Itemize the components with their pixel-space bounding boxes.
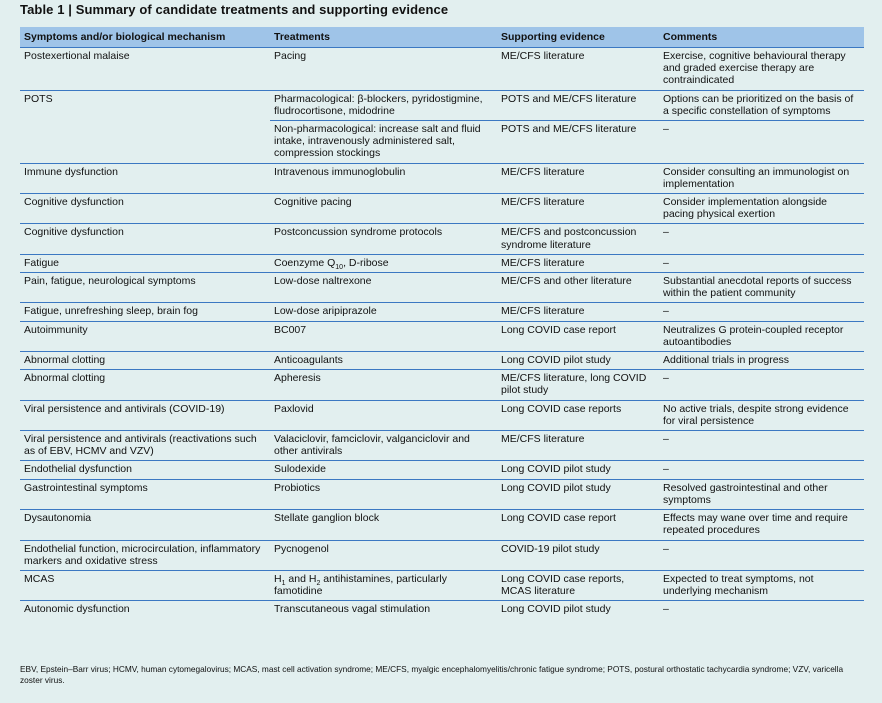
header-symptoms: Symptoms and/or biological mechanism: [20, 27, 270, 48]
subscript: 10: [335, 263, 344, 271]
comment-cell: –: [659, 303, 864, 321]
table-footnote: EBV, Epstein–Barr virus; HCMV, human cytomegalovirus; MCAS, mast cell activation syndrome; ME/CFS, myalgic encephalomyelitis/chronic fatigue syndrome; POTS, postural orthostatic tachycardia syndrome; VZV, varicella zoster virus.: [20, 664, 844, 685]
header-comments: Comments: [659, 27, 864, 48]
table-row: [20, 273, 864, 303]
treatment-cell: Pharmacological: β-blockers, pyridostigmine, fludrocortisone, midodrine: [270, 90, 497, 120]
treatment-text: , D-ribose: [343, 256, 389, 269]
evidence-cell: POTS and ME/CFS literature: [497, 121, 659, 164]
treatment-text: Coenzyme Q: [274, 256, 336, 269]
table-row: [20, 321, 864, 351]
table-row: [20, 163, 864, 193]
symptom-cell: Gastrointestinal symptoms: [20, 479, 270, 509]
evidence-cell: Long COVID pilot study: [497, 479, 659, 509]
symptom-cell: Viral persistence and antivirals (COVID-19): [20, 400, 270, 430]
treatment-cell: Apheresis: [270, 370, 497, 400]
comment-cell: Consider implementation alongside pacing physical exertion: [659, 194, 864, 224]
evidence-cell: Long COVID case reports: [497, 400, 659, 430]
table-row: [20, 570, 864, 600]
symptom-cell: Immune dysfunction: [20, 163, 270, 193]
table-row: [20, 370, 864, 400]
comment-cell: Resolved gastrointestinal and other symptoms: [659, 479, 864, 509]
treatment-cell: [270, 570, 497, 600]
treatment-text: and H: [285, 572, 317, 585]
comment-cell: –: [659, 370, 864, 400]
evidence-cell: Long COVID case reports, MCAS literature: [497, 570, 659, 600]
subscript: 1: [281, 580, 286, 587]
table-row: [20, 90, 864, 120]
comment-cell: Options can be prioritized on the basis of a specific constellation of symptoms: [659, 90, 864, 120]
evidence-cell: ME/CFS literature: [497, 303, 659, 321]
subscript: 2: [316, 580, 321, 587]
treatment-cell: Pacing: [270, 48, 497, 91]
comment-cell: Additional trials in progress: [659, 352, 864, 370]
evidence-cell: ME/CFS literature: [497, 48, 659, 91]
symptom-cell: Viral persistence and antivirals (reactivations such as of EBV, HCMV and VZV): [20, 431, 270, 461]
symptom-cell: Postexertional malaise: [20, 48, 270, 91]
treatment-cell: Postconcussion syndrome protocols: [270, 224, 497, 254]
table-row: [20, 224, 864, 254]
comment-cell: No active trials, despite strong evidence for viral persistence: [659, 400, 864, 430]
comment-cell: Consider consulting an immunologist on implementation: [659, 163, 864, 193]
comment-cell: –: [659, 254, 864, 272]
treatment-text: H: [274, 572, 282, 585]
treatment-cell: Transcutaneous vagal stimulation: [270, 601, 497, 619]
header-evidence: Supporting evidence: [497, 27, 659, 48]
treatment-cell: Paxlovid: [270, 400, 497, 430]
comment-cell: Effects may wane over time and require repeated procedures: [659, 510, 864, 540]
symptom-cell: Fatigue, unrefreshing sleep, brain fog: [20, 303, 270, 321]
evidence-cell: ME/CFS literature: [497, 194, 659, 224]
table-row: [20, 431, 864, 461]
table-row: [20, 400, 864, 430]
symptom-cell: Cognitive dysfunction: [20, 194, 270, 224]
table-row: [20, 479, 864, 509]
evidence-cell: ME/CFS and other literature: [497, 273, 659, 303]
symptom-cell: MCAS: [20, 570, 270, 600]
table-row: [20, 352, 864, 370]
table-title: Table 1 | Summary of candidate treatments and supporting evidence: [20, 2, 449, 17]
treatment-cell: Pycnogenol: [270, 540, 497, 570]
evidence-cell: ME/CFS literature: [497, 163, 659, 193]
symptom-cell: Abnormal clotting: [20, 352, 270, 370]
table-row: [20, 461, 864, 479]
symptom-cell: Autoimmunity: [20, 321, 270, 351]
table-row: [20, 48, 864, 91]
treatment-cell: Non-pharmacological: increase salt and fluid intake, intravenously administered salt, compression stockings: [270, 121, 497, 164]
evidence-cell: Long COVID pilot study: [497, 601, 659, 619]
symptom-cell: POTS: [20, 90, 270, 163]
treatment-cell: Low-dose aripiprazole: [270, 303, 497, 321]
table-row: [20, 510, 864, 540]
header-treatments: Treatments: [270, 27, 497, 48]
symptom-cell: Abnormal clotting: [20, 370, 270, 400]
comment-cell: –: [659, 121, 864, 164]
evidence-cell: ME/CFS literature, long COVID pilot study: [497, 370, 659, 400]
comment-cell: –: [659, 601, 864, 619]
evidence-cell: COVID-19 pilot study: [497, 540, 659, 570]
treatment-cell: Stellate ganglion block: [270, 510, 497, 540]
comment-cell: Neutralizes G protein-coupled receptor autoantibodies: [659, 321, 864, 351]
treatment-cell: [270, 254, 497, 272]
comment-cell: –: [659, 431, 864, 461]
table-row: [20, 303, 864, 321]
treatment-cell: Anticoagulants: [270, 352, 497, 370]
symptom-cell: Cognitive dysfunction: [20, 224, 270, 254]
table-header-row: [20, 27, 864, 48]
treatment-cell: Probiotics: [270, 479, 497, 509]
symptom-cell: Dysautonomia: [20, 510, 270, 540]
treatment-cell: Valaciclovir, famciclovir, valganciclovir and other antivirals: [270, 431, 497, 461]
treatment-cell: Intravenous immunoglobulin: [270, 163, 497, 193]
comment-cell: Substantial anecdotal reports of success within the patient community: [659, 273, 864, 303]
symptom-cell: Endothelial function, microcirculation, inflammatory markers and oxidative stress: [20, 540, 270, 570]
evidence-cell: Long COVID case report: [497, 510, 659, 540]
evidence-cell: Long COVID pilot study: [497, 352, 659, 370]
table-row: [20, 540, 864, 570]
treatments-table: [20, 27, 864, 619]
treatment-cell: BC007: [270, 321, 497, 351]
evidence-cell: ME/CFS literature: [497, 431, 659, 461]
treatment-cell: Sulodexide: [270, 461, 497, 479]
comment-cell: –: [659, 540, 864, 570]
table-row: [20, 601, 864, 619]
treatment-cell: Low-dose naltrexone: [270, 273, 497, 303]
evidence-cell: POTS and ME/CFS literature: [497, 90, 659, 120]
evidence-cell: ME/CFS literature: [497, 254, 659, 272]
evidence-cell: ME/CFS and postconcussion syndrome literature: [497, 224, 659, 254]
symptom-cell: Fatigue: [20, 254, 270, 272]
treatment-text: antihistamines, particularly famotidine: [274, 572, 447, 598]
treatment-cell: Cognitive pacing: [270, 194, 497, 224]
evidence-cell: Long COVID pilot study: [497, 461, 659, 479]
comment-cell: Expected to treat symptoms, not underlying mechanism: [659, 570, 864, 600]
symptom-cell: Autonomic dysfunction: [20, 601, 270, 619]
symptom-cell: Endothelial dysfunction: [20, 461, 270, 479]
comment-cell: Exercise, cognitive behavioural therapy and graded exercise therapy are contraindicated: [659, 48, 864, 91]
evidence-cell: Long COVID case report: [497, 321, 659, 351]
comment-cell: –: [659, 224, 864, 254]
table-row: [20, 194, 864, 224]
comment-cell: –: [659, 461, 864, 479]
symptom-cell: Pain, fatigue, neurological symptoms: [20, 273, 270, 303]
table-row: [20, 254, 864, 272]
